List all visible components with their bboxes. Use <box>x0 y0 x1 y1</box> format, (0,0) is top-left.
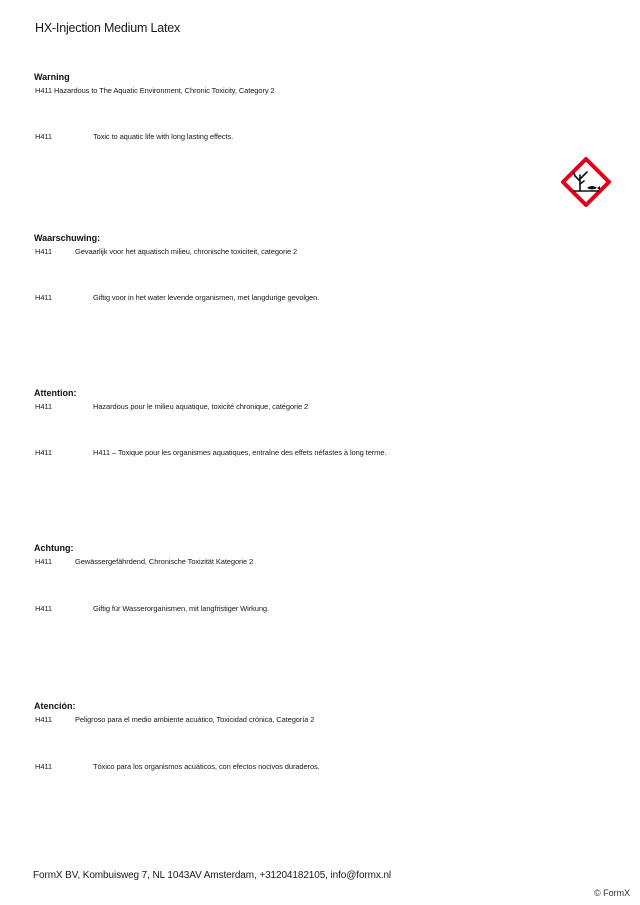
section-heading-attention: Attention: <box>34 388 77 398</box>
classification-text: Hazardous pour le milieu aquatique, toxicité chronique, catégorie 2 <box>93 402 309 411</box>
hazard-code: H411 <box>35 132 52 141</box>
document-title: HX-Injection Medium Latex <box>35 21 181 35</box>
hazard-statement: H411 – Toxique pour les organismes aquatiques, entraîne des effets néfastes à long terme. <box>93 448 387 457</box>
hazard-code: H411 <box>35 293 52 302</box>
hazard-code: H411 <box>35 762 52 771</box>
section-heading-atencion: Atención: <box>34 701 76 711</box>
hazard-statement: Tóxico para los organismos acuáticos, con efectos nocivos duraderos. <box>93 762 320 771</box>
footer-address: FormX BV, Kombuisweg 7, NL 1043AV Amsterdam, +31204182105, info@formx.nl <box>33 870 392 881</box>
ghs09-environment-icon <box>561 157 611 207</box>
hazard-code: H411 <box>35 604 52 613</box>
section-heading-achtung: Achtung: <box>34 543 74 553</box>
section-heading-warning: Warning <box>34 72 70 82</box>
copyright-notice: © FormX <box>594 888 631 898</box>
classification-code: H411 <box>35 402 52 411</box>
classification-text: Gewässergefährdend, Chronische Toxizität Kategorie 2 <box>75 557 254 566</box>
hazard-code: H411 <box>35 448 52 457</box>
classification-code: H411 <box>35 247 52 256</box>
classification-line: H411 Hazardous to The Aquatic Environment, Chronic Toxicity, Category 2 <box>35 86 275 95</box>
classification-code: H411 <box>35 715 52 724</box>
hazard-statement: Giftig für Wasserorganismen, mit langfristiger Wirkung. <box>93 604 269 613</box>
hazard-statement: Giftig voor in het water levende organismen, met langdurige gevolgen. <box>93 293 320 302</box>
section-heading-waarschuwing: Waarschuwing: <box>34 233 101 243</box>
classification-text: Gevaarlijk voor het aquatisch milieu, chronische toxiciteit, categorie 2 <box>75 247 298 256</box>
classification-code: H411 <box>35 557 52 566</box>
classification-text: Peligroso para el medio ambiente acuático, Toxicidad crónica, Categoría 2 <box>75 715 315 724</box>
hazard-statement: Toxic to aquatic life with long lasting effects. <box>93 132 234 141</box>
